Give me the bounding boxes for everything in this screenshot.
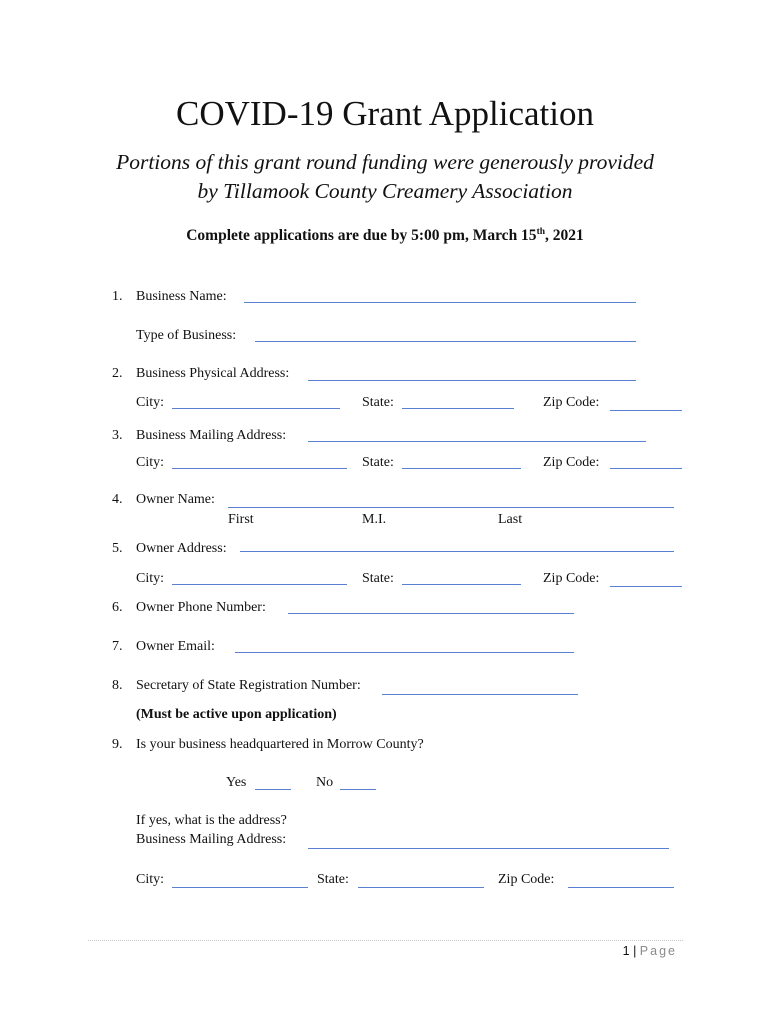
physical-state-field[interactable] [402,408,514,409]
hq-mailing-address-label: Business Mailing Address: [136,832,287,847]
footer-rule [88,940,683,941]
owner-first-caption: First [228,512,254,527]
owner-email-field[interactable] [235,652,574,653]
owner-last-caption: Last [498,512,523,527]
q6-number: 6. [112,600,123,615]
page-title: COVID-19 Grant Application [176,94,594,133]
physical-state-label: State: [362,395,394,410]
mailing-city-field[interactable] [172,468,347,469]
owner-phone-label: Owner Phone Number: [136,600,266,615]
q7-number: 7. [112,639,123,654]
q1-number: 1. [112,289,123,304]
no-label: No [316,775,334,790]
subtitle-line-2: by Tillamook County Creamery Association [197,179,573,203]
business-name-field[interactable] [244,302,636,303]
physical-address-field[interactable] [308,380,636,381]
hq-city-field[interactable] [172,887,308,888]
owner-name-field[interactable] [228,507,674,508]
q8-number: 8. [112,678,123,693]
mailing-address-label: Business Mailing Address: [136,428,287,443]
sos-registration-note: (Must be active upon application) [136,707,337,722]
owner-state-label: State: [362,571,394,586]
owner-mi-caption: M.I. [362,512,387,527]
subtitle [0,148,770,206]
physical-city-field[interactable] [172,408,340,409]
mailing-zip-label: Zip Code: [543,455,600,470]
due-superscript: th [536,227,546,237]
owner-address-field[interactable] [240,551,674,552]
owner-zip-field[interactable] [610,586,682,587]
owner-name-label: Owner Name: [136,492,215,507]
due-date-notice [0,227,770,245]
mailing-state-field[interactable] [402,468,521,469]
page-footer [623,944,677,958]
business-name-label: Business Name: [136,289,227,304]
owner-city-label: City: [136,571,165,586]
page-word: Page [639,944,677,958]
owner-zip-label: Zip Code: [543,571,600,586]
type-of-business-label: Type of Business: [136,328,237,343]
owner-phone-field[interactable] [288,613,574,614]
mailing-zip-field[interactable] [610,468,682,469]
hq-mailing-address-field[interactable] [308,848,669,849]
q9-number: 9. [112,737,123,752]
no-field[interactable] [340,789,376,790]
hq-zip-field[interactable] [568,887,674,888]
hq-zip-label: Zip Code: [498,872,555,887]
hq-state-label: State: [317,872,349,887]
mailing-city-label: City: [136,455,165,470]
morrow-county-question: Is your business headquartered in Morrow County? [136,737,424,752]
q3-number: 3. [112,428,123,443]
q2-number: 2. [112,366,123,381]
physical-address-label: Business Physical Address: [136,366,290,381]
type-of-business-field[interactable] [255,341,636,342]
owner-email-label: Owner Email: [136,639,215,654]
mailing-address-field[interactable] [308,441,646,442]
mailing-state-label: State: [362,455,394,470]
page-separator: | [633,944,637,958]
owner-city-field[interactable] [172,584,347,585]
q5-number: 5. [112,541,123,556]
subtitle-line-1: Portions of this grant round funding were generously provided [116,150,654,174]
yes-label: Yes [226,775,247,790]
if-yes-prompt: If yes, what is the address? [136,813,287,828]
hq-city-label: City: [136,872,165,887]
sos-registration-label: Secretary of State Registration Number: [136,678,361,693]
physical-city-label: City: [136,395,165,410]
owner-address-label: Owner Address: [136,541,227,556]
physical-zip-field[interactable] [610,410,682,411]
hq-state-field[interactable] [358,887,484,888]
physical-zip-label: Zip Code: [543,395,600,410]
owner-state-field[interactable] [402,584,521,585]
yes-field[interactable] [255,789,291,790]
due-suffix: , 2021 [545,227,584,245]
sos-registration-field[interactable] [382,694,578,695]
q4-number: 4. [112,492,123,507]
due-prefix: Complete applications are due by 5:00 pm, March 15 [186,227,537,245]
page-number: 1 [622,944,630,958]
